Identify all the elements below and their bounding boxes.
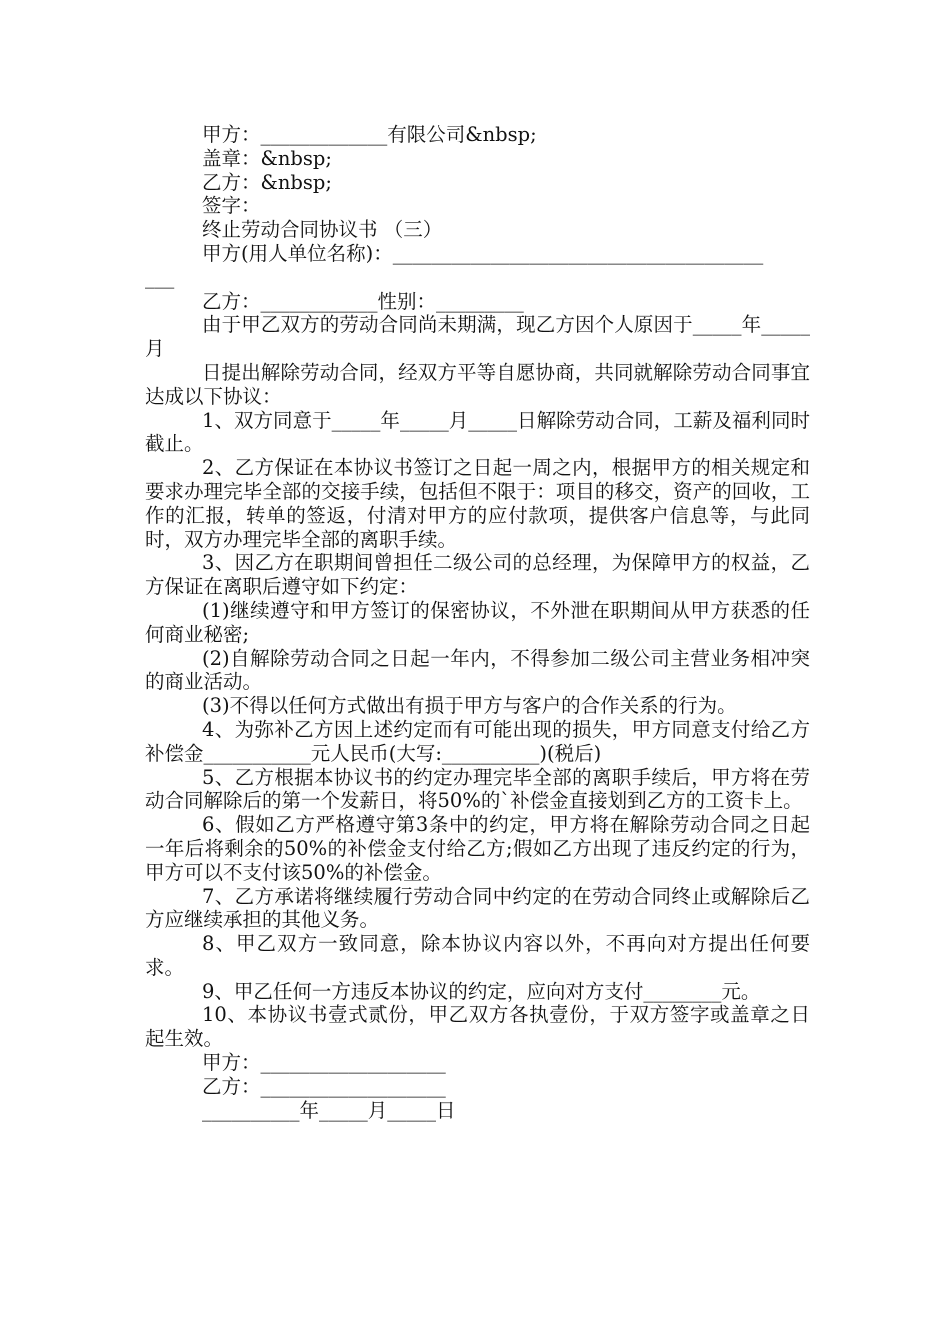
employer-name-line-continued: ___ [145, 265, 175, 289]
clause-1: 1、双方同意于_____年_____月_____日解除劳动合同，工薪及福利同时截止。 [145, 408, 810, 456]
employer-name-line: 甲方(用人单位名称)：______________________________________ [202, 241, 764, 265]
clause-10: 10、本协议书壹式贰份，甲乙双方各执壹份，于双方签字或盖章之日起生效。 [145, 1003, 810, 1051]
clause-3: 3、因乙方在职期间曾担任二级公司的总经理，为保障甲方的权益，乙方保证在离职后遵守如下约定： [145, 551, 810, 599]
clause-3-item-3: (3)不得以任何方式做出有损于甲方与客户的合作关系的行为。 [202, 694, 737, 718]
party-b-line: 乙方：&nbsp; [202, 170, 332, 194]
clause-4: 4、为弥补乙方因上述约定而有可能出现的损失，甲方同意支付给乙方补偿金___________元人民币(大写:__________)(税后) [145, 717, 810, 765]
party-a-company-line: 甲方：_____________有限公司&nbsp; [202, 123, 537, 146]
paragraph-intro: 由于甲乙双方的劳动合同尚未期满，现乙方因个人原因于_____年_____月 [145, 313, 810, 361]
document-title: 终止劳动合同协议书 （三） [202, 218, 443, 242]
signature-date: __________年_____月_____日 [202, 1098, 456, 1122]
employee-gender-line: 乙方：____________性别：_________ [202, 289, 524, 313]
signature-label: 签字： [202, 194, 261, 218]
clause-3-item-1: (1)继续遵守和甲方签订的保密协议，不外泄在职期间从甲方获悉的任何商业秘密; [145, 598, 810, 646]
document-body [145, 123, 810, 1122]
signature-party-a: 甲方：___________________ [202, 1051, 446, 1075]
clause-7: 7、乙方承诺将继续履行劳动合同中约定的在劳动合同终止或解除后乙方应继续承担的其他义务。 [145, 884, 810, 932]
clause-2: 2、乙方保证在本协议书签订之日起一周之内，根据甲方的相关规定和要求办理完毕全部的交接手续，包括但不限于：项目的移交，资产的回收，工作的汇报，转单的签返，付清对甲方的应付款项，提供客户信息等，与此同时，双方办理完毕全部的离职手续。 [145, 456, 810, 551]
clause-3-item-2: (2)自解除劳动合同之日起一年内，不得参加二级公司主营业务相冲突的商业活动。 [145, 646, 810, 694]
clause-6: 6、假如乙方严格遵守第3条中的约定，甲方将在解除劳动合同之日起一年后将剩余的50%的补偿金支付给乙方;假如乙方出现了违反约定的行为，甲方可以不支付该50%的补偿金。 [145, 813, 810, 884]
paragraph-intro-continued: 日提出解除劳动合同，经双方平等自愿协商，共同就解除劳动合同事宜达成以下协议： [145, 360, 810, 408]
clause-9: 9、甲乙任何一方违反本协议的约定，应向对方支付________元。 [202, 979, 761, 1003]
signature-party-b: 乙方：___________________ [202, 1074, 446, 1098]
clause-5: 5、乙方根据本协议书的约定办理完毕全部的离职手续后，甲方将在劳动合同解除后的第一个发薪日，将50%的`补偿金直接划到乙方的工资卡上。 [145, 765, 810, 813]
clause-8: 8、甲乙双方一致同意，除本协议内容以外，不再向对方提出任何要求。 [145, 932, 810, 979]
seal-line: 盖章：&nbsp; [202, 146, 332, 170]
